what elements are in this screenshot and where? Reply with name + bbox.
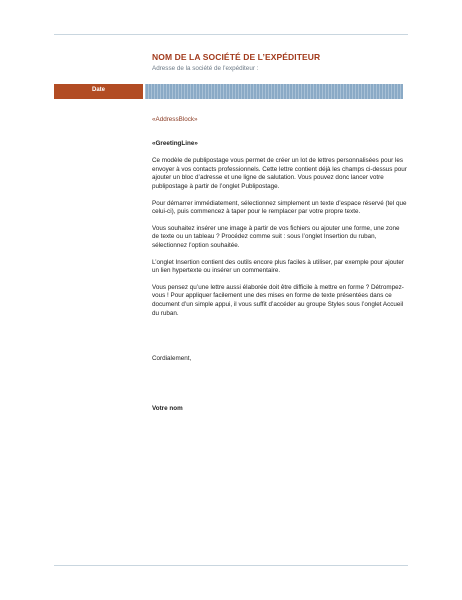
top-divider xyxy=(54,34,408,35)
address-block-field[interactable]: «AddressBlock» xyxy=(152,116,198,123)
body-paragraph-5[interactable]: Vous pensez qu’une lettre aussi élaborée doit être difficile à mettre en forme ? Détrompez-vous ! Pour appliquer facilement une des mises en forme de texte présentées dans ce document d’un simple appui, il vous suffit d’accéder au groupe Styles sous l’onglet Accueil du ruban. xyxy=(152,283,404,317)
sender-company-name[interactable]: NOM DE LA SOCIÉTÉ DE L’EXPÉDITEUR xyxy=(152,52,321,62)
body-paragraph-3[interactable]: Vous souhaitez insérer une image à partir de vos fichiers ou ajouter une forme, une zone de texte ou un tableau ? Procédez comme suit : sous l’onglet Insertion du ruban, sélectionnez l’option souhaitée. xyxy=(152,224,400,249)
date-label[interactable]: Date xyxy=(91,87,105,93)
closing-line[interactable]: Cordialement, xyxy=(152,355,192,363)
decorative-blue-band xyxy=(145,84,403,99)
letter-body xyxy=(152,116,407,413)
signature-name[interactable]: Votre nom xyxy=(152,404,183,412)
date-band[interactable] xyxy=(54,84,143,99)
bottom-divider xyxy=(54,565,408,566)
sender-address[interactable]: Adresse de la société de l’expéditeur : xyxy=(152,65,259,72)
greeting-line-field[interactable]: «GreetingLine» xyxy=(152,139,198,147)
body-paragraph-2[interactable]: Pour démarrer immédiatement, sélectionnez simplement un texte d’espace réservé (tel que celui-ci), puis commencez à taper pour le remplacer par votre propre texte. xyxy=(152,199,407,216)
body-paragraph-1[interactable]: Ce modèle de publipostage vous permet de créer un lot de lettres personnalisées pour les envoyer à vos contacts professionnels. Cette lettre contient déjà les champs ci-dessus pour ajouter un bloc d’adresse et une ligne de salutation. Vous pouvez donc lancer votre publipostage à partir de l’onglet Publipostage. xyxy=(152,157,407,190)
body-paragraph-4[interactable]: L’onglet Insertion contient des outils encore plus faciles à utiliser, par exemple pour ajouter un lien hypertexte ou insérer un commentaire. xyxy=(152,258,405,275)
